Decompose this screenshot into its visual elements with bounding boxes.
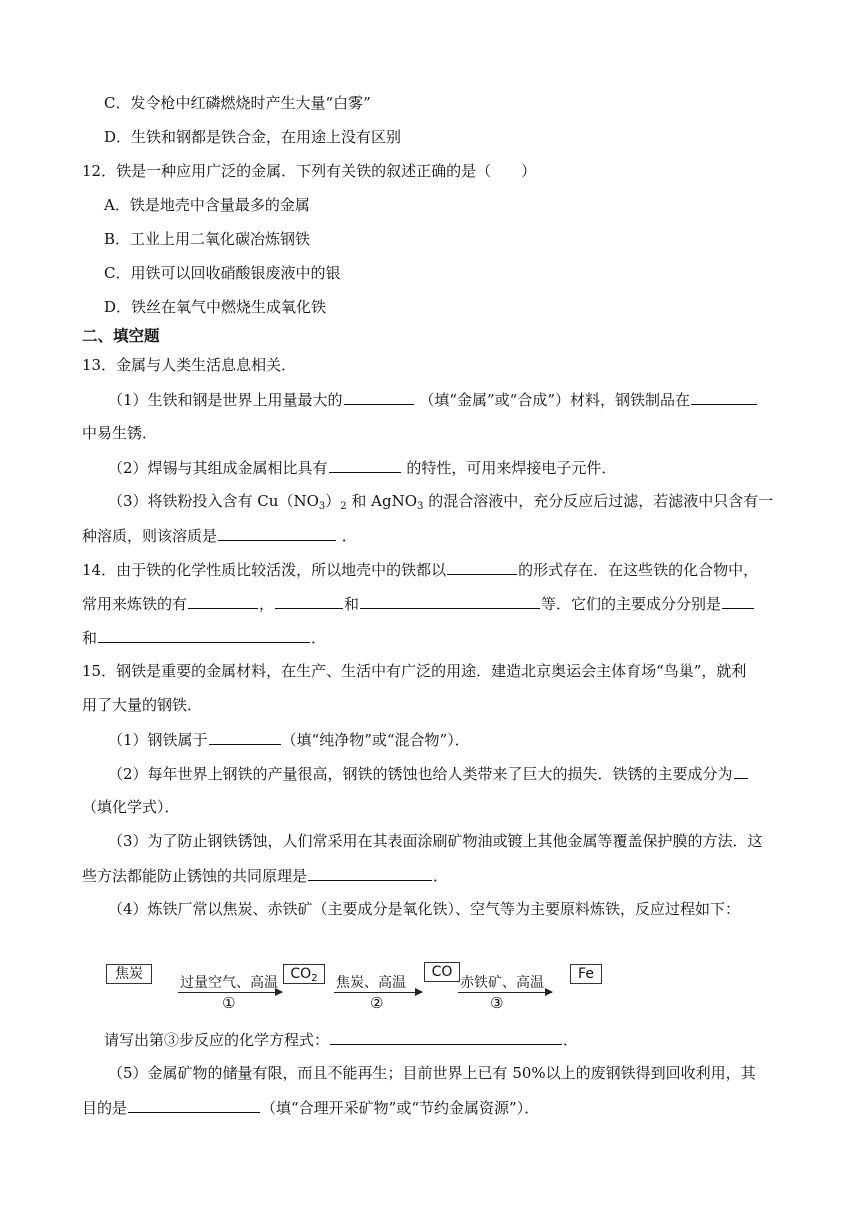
- q13-p3-text-b: ）: [325, 492, 341, 510]
- flow-step1-number: ①: [222, 994, 236, 1012]
- q15-part3-line2: [82, 864, 448, 886]
- q15-p4q-step-number: ③: [164, 1031, 180, 1049]
- q15-p5-blank[interactable]: [128, 1096, 260, 1113]
- q14-text-f: 等．它们的主要成分分别是: [541, 595, 722, 613]
- flow-step2-label: 焦炭、高温: [336, 975, 406, 991]
- q13-p3-sub-2: 2: [340, 501, 347, 512]
- q15-part2-line1: [108, 762, 749, 784]
- q14-text-c: 常用来炼铁的有: [82, 595, 188, 613]
- flow-step2-number: ②: [370, 994, 384, 1012]
- q14-text-d: ，: [259, 595, 275, 613]
- flow-arrow-3: [458, 992, 552, 993]
- q15-p5-text-c: （填“合理开采矿物”或“节约金属资源”）．: [261, 1099, 540, 1117]
- q15-stem-line1: 15．钢铁是重要的金属材料，在生产、生活中有广泛的用途．建造北京奥运会主体育场“鸟巢”，就利: [82, 662, 747, 680]
- flow-arrow-1: [178, 992, 282, 993]
- q13-p3-text-a: （3）将铁粉投入含有 Cu（NO: [108, 492, 319, 510]
- q13-stem: 13．金属与人类生活息息相关．: [82, 356, 297, 374]
- q15-p4q-blank[interactable]: [330, 1028, 562, 1045]
- q15-p5-text-a: （5）金属矿物的储量有限，而且不能再生；目前世界上已有 50%以上的废钢铁得到回收利用，其: [108, 1064, 756, 1082]
- q14-line1: [82, 558, 758, 580]
- flow-box-coke: 焦炭: [106, 964, 152, 984]
- q13-p1-text-c: 中易生锈．: [82, 424, 158, 442]
- q15-p5-text-b: 目的是: [82, 1099, 128, 1117]
- q13-part2: [108, 456, 616, 478]
- q15-p3-text-c: ．: [433, 867, 449, 885]
- q15-p2-text-b: （填化学式）．: [82, 798, 180, 816]
- q13-p3-sub-1: 3: [318, 501, 326, 512]
- q15-part1: [108, 728, 470, 750]
- flow-step3-number: ③: [490, 994, 504, 1012]
- section-title: 二、填空题: [82, 327, 160, 345]
- q13-p1-blank-1[interactable]: [344, 388, 414, 405]
- q15-p1-blank[interactable]: [209, 728, 281, 745]
- q14-text-e: 和: [344, 595, 360, 613]
- q13-p3-text-c: 和 AgNO: [346, 492, 418, 510]
- q12-option-b: B．工业上用二氧化碳冶炼钢铁: [104, 230, 311, 248]
- flow-box-co2-text: CO: [290, 966, 312, 982]
- q13-p3-blank[interactable]: [218, 524, 336, 541]
- q14-blank-1[interactable]: [447, 558, 517, 575]
- flow-step3-label: 赤铁矿、高温: [460, 975, 544, 991]
- q14-text-h: ．: [311, 629, 327, 647]
- flow-box-co2: [283, 964, 325, 984]
- q14-line2: [82, 592, 755, 614]
- q15-p3-text-b: 些方法都能防止锈蚀的共同原理是: [82, 867, 308, 885]
- q15-p4q-text-b: 步反应的化学方程式：: [179, 1031, 330, 1049]
- q15-p3-blank[interactable]: [308, 864, 432, 881]
- q13-part3-line2: [82, 524, 357, 546]
- q15-p2-blank[interactable]: [734, 762, 748, 779]
- q13-p3-text-f: ．: [341, 527, 357, 545]
- q14-text-g: 和: [82, 629, 98, 647]
- q15-stem-line2: 用了大量的钢铁．: [82, 696, 203, 714]
- q13-p1-text-b: （填“金属”或“合成”）材料，钢铁制品在: [419, 391, 691, 409]
- q14-text-a: 14．由于铁的化学性质比较活泼，所以地壳中的铁都以: [82, 561, 447, 579]
- q12-option-d: D．铁丝在氧气中燃烧生成氧化铁: [104, 298, 327, 316]
- flow-arrow-2: [334, 992, 422, 993]
- q13-p3-sub-3: 3: [417, 501, 424, 512]
- q13-p1-text-a: （1）生铁和钢是世界上用量最大的: [108, 391, 343, 409]
- q13-p3-text-e: 种溶质，则该溶质是: [82, 527, 218, 545]
- q15-p1-text-b: （填“纯净物”或“混合物”）．: [281, 731, 470, 749]
- q12-stem: 12．铁是一种应用广泛的金属．下列有关铁的叙述正确的是（ ）: [82, 162, 537, 180]
- q13-p1-blank-2[interactable]: [691, 388, 757, 405]
- flow-box-co2-sub: 2: [311, 973, 318, 984]
- q15-part5-line2: [82, 1096, 539, 1118]
- q14-blank-6[interactable]: [98, 626, 310, 643]
- q15-p4q-text-a: 请写出第: [104, 1031, 165, 1049]
- q15-p4-text: （4）炼铁厂常以焦炭、赤铁矿（主要成分是氧化铁）、空气等为主要原料炼铁，反应过程如下：: [108, 900, 741, 918]
- q13-p3-text-d: 的混合溶液中，充分反应后过滤，若滤液中只含有一: [423, 492, 774, 510]
- q12-option-a: A．铁是地壳中含量最多的金属: [104, 196, 310, 214]
- q13-p2-text-b: 的特性，可用来焊接电子元件．: [406, 459, 617, 477]
- q11-option-c: C．发令枪中红磷燃烧时产生大量“白雾”: [104, 94, 371, 112]
- q13-p2-text-a: （2）焊锡与其组成金属相比具有: [108, 459, 328, 477]
- q15-part4-question: [104, 1028, 578, 1050]
- q14-blank-4[interactable]: [360, 592, 540, 609]
- q15-p4q-text-c: ．: [563, 1031, 579, 1049]
- q13-part3-line1: [108, 490, 773, 512]
- q14-text-b: 的形式存在．在这些铁的化合物中，: [518, 561, 759, 579]
- flow-box-co: CO: [424, 962, 460, 982]
- q11-option-d: D．生铁和钢都是铁合金，在用途上没有区别: [104, 128, 402, 146]
- q14-blank-5[interactable]: [722, 592, 754, 609]
- q15-p3-text-a: （3）为了防止钢铁锈蚀，人们常采用在其表面涂刷矿物油或镀上其他金属等覆盖保护膜的方法．这: [108, 832, 763, 850]
- q14-line3: [82, 626, 326, 648]
- q13-part1-line1: [108, 388, 758, 410]
- q14-blank-2[interactable]: [188, 592, 258, 609]
- q13-p2-blank[interactable]: [329, 456, 401, 473]
- q12-option-c: C．用铁可以回收硝酸银废液中的银: [104, 264, 341, 282]
- q15-p1-text-a: （1）钢铁属于: [108, 731, 208, 749]
- q14-blank-3[interactable]: [275, 592, 343, 609]
- flow-box-fe: Fe: [570, 964, 602, 984]
- q15-p2-text-a: （2）每年世界上钢铁的产量很高，钢铁的锈蚀也给人类带来了巨大的损失．铁锈的主要成分为: [108, 765, 733, 783]
- flow-step1-label: 过量空气、高温: [180, 975, 278, 991]
